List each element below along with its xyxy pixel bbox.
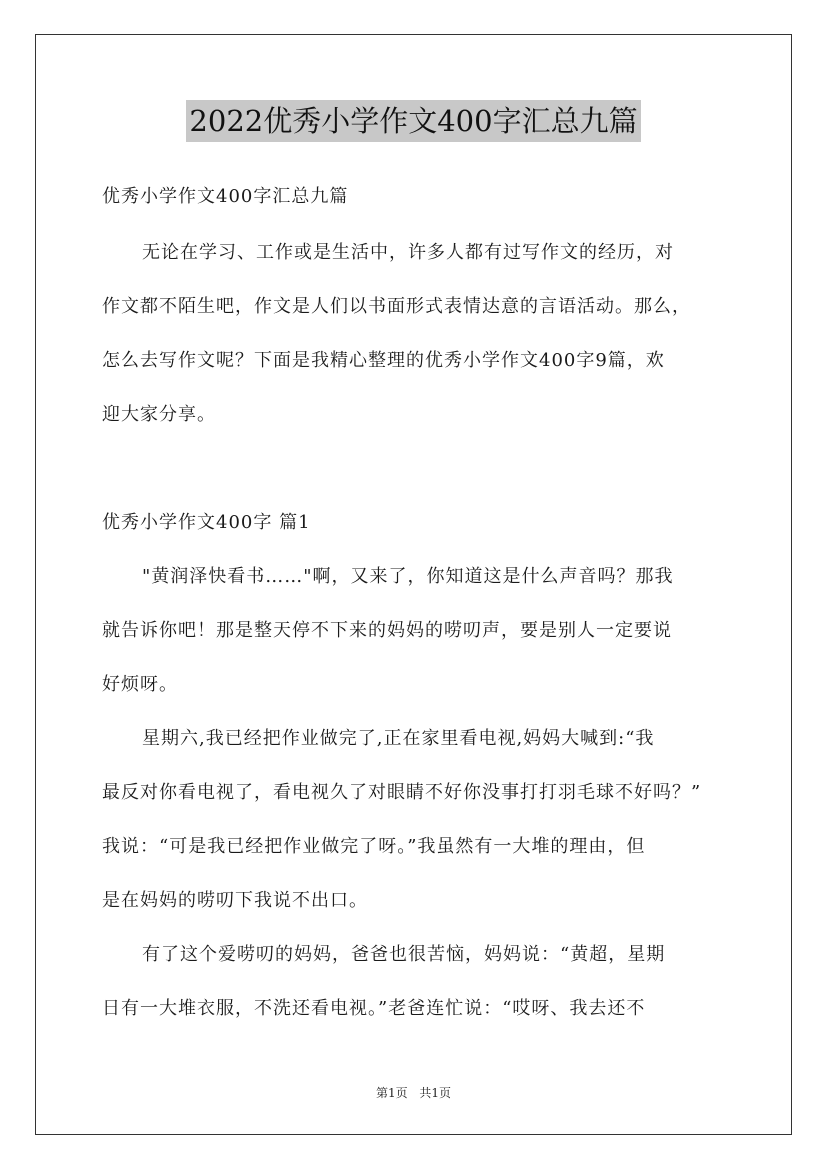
section-heading: 优秀小学作文400字 篇1 [102, 512, 311, 533]
intro-line-2: 作文都不陌生吧，作文是人们以书面形式表情达意的言语活动。那么， [102, 296, 691, 317]
para2-line-4: 是在妈妈的唠叨下我说不出口。 [102, 890, 368, 911]
page-footer [0, 1084, 827, 1101]
para2-line-1: 星期六,我已经把作业做完了,正在家里看电视,妈妈大喊到:“我 [142, 728, 655, 749]
title-container [0, 100, 827, 142]
para1-line-2: 就告诉你吧！那是整天停不下来的妈妈的唠叨声，要是别人一定要说 [102, 620, 672, 641]
intro-line-1: 无论在学习、工作或是生活中，许多人都有过写作文的经历，对 [142, 242, 674, 263]
document-title: 2022优秀小学作文400字汇总九篇 [186, 100, 640, 142]
document-subtitle: 优秀小学作文400字汇总九篇 [102, 186, 349, 207]
para2-line-3: 我说：“可是我已经把作业做完了呀。”我虽然有一大堆的理由，但 [102, 836, 646, 857]
para3-line-1: 有了这个爱唠叨的妈妈，爸爸也很苦恼，妈妈说：“黄超，星期 [142, 944, 666, 965]
para1-line-1: "黄润泽快看书……"啊，又来了，你知道这是什么声音吗？那我 [142, 566, 674, 587]
intro-line-4: 迎大家分享。 [102, 404, 216, 425]
para3-line-2: 日有一大堆衣服，不洗还看电视。”老爸连忙说：“哎呀、我去还不 [102, 998, 646, 1019]
intro-line-3: 怎么去写作文呢？下面是我精心整理的优秀小学作文400字9篇，欢 [102, 350, 665, 371]
para2-line-2: 最反对你看电视了，看电视久了对眼睛不好你没事打打羽毛球不好吗？” [102, 782, 702, 803]
para1-line-3: 好烦呀。 [102, 674, 178, 695]
page-total-label: 共1页 [419, 1086, 452, 1100]
page-number-label: 第1页 [375, 1086, 408, 1100]
